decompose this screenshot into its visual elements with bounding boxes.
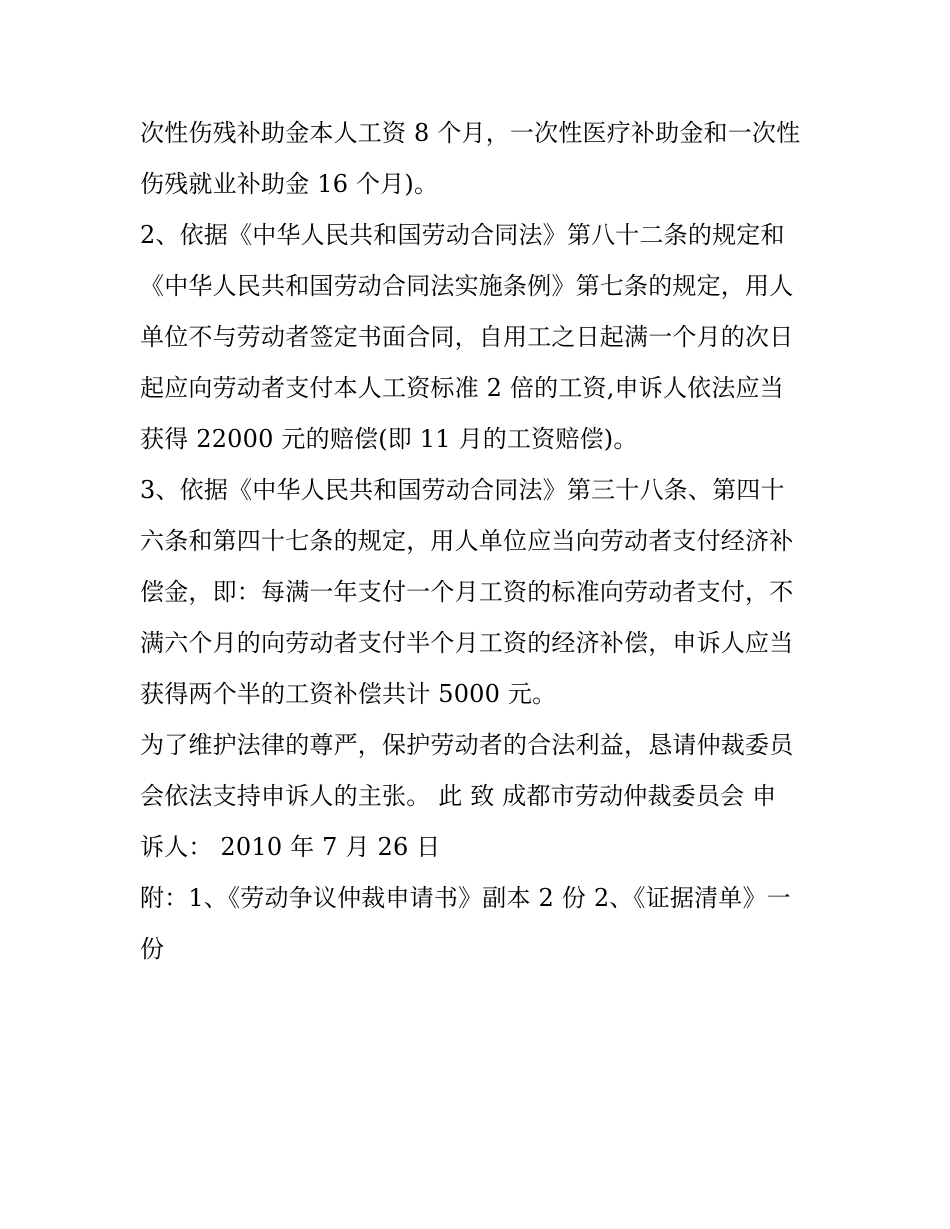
text-line-16: 附：1、《劳动争议仲裁申请书》副本 2 份 2、《证据清单》一 [140, 884, 791, 912]
text-line-8: 3、依据《中华人民共和国劳动合同法》第三十八条、第四十 [140, 476, 785, 504]
text-line-5: 单位不与劳动者签定书面合同，自用工之日起满一个月的次日 [140, 323, 794, 351]
text-line-13: 为了维护法律的尊严，保护劳动者的合法利益，恳请仲裁委员 [140, 731, 794, 759]
text-line-11: 满六个月的向劳动者支付半个月工资的经济补偿，申诉人应当 [140, 629, 794, 657]
text-line-4: 《中华人民共和国劳动合同法实施条例》第七条的规定，用人 [140, 272, 794, 300]
text-line-14: 会依法支持申诉人的主张。 此 致 成都市劳动仲裁委员会 申 [140, 782, 777, 810]
text-line-9: 六条和第四十七条的规定，用人单位应当向劳动者支付经济补 [140, 527, 794, 555]
text-line-6: 起应向劳动者支付本人工资标准 2 倍的工资,申诉人依法应当 [140, 374, 784, 402]
text-line-10: 偿金，即：每满一年支付一个月工资的标准向劳动者支付，不 [140, 578, 794, 606]
text-line-15: 诉人： 2010 年 7 月 26 日 [140, 833, 441, 861]
text-line-17: 份 [140, 935, 165, 963]
text-line-3: 2、依据《中华人民共和国劳动合同法》第八十二条的规定和 [140, 221, 785, 249]
text-line-1: 次性伤残补助金本人工资 8 个月，一次性医疗补助金和一次性 [140, 119, 801, 147]
text-line-2: 伤残就业补助金 16 个月)。 [140, 170, 439, 198]
text-line-7: 获得 22000 元的赔偿(即 11 月的工资赔偿)。 [140, 425, 638, 453]
text-line-12: 获得两个半的工资补偿共计 5000 元。 [140, 680, 557, 708]
document-body [140, 108, 820, 975]
